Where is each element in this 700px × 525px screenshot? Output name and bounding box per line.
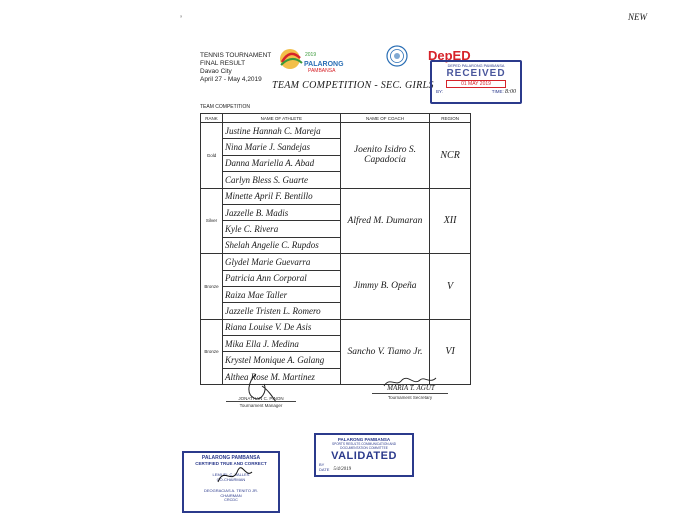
- coach-cell: Joenito Isidro S. Capadocia: [340, 123, 429, 189]
- athlete-cell: Patricia Ann Corporal: [222, 270, 340, 286]
- table-section-label: TEAM COMPETITION: [200, 104, 250, 110]
- certified-stamp-org: PALARONG PAMBANSA: [201, 455, 261, 461]
- manager-signature-line: [226, 401, 296, 402]
- athlete-cell: Carlyn Bless S. Guarte: [222, 172, 340, 188]
- athlete-cell: Shelah Angelie C. Rupdos: [222, 237, 340, 253]
- event-dates: April 27 - May 4,2019: [200, 76, 262, 83]
- athlete-cell: Jazzelle B. Madis: [222, 204, 340, 220]
- validated-date-label: DATE: [319, 467, 330, 472]
- svg-text:2019: 2019: [305, 52, 317, 58]
- corner-mark: ’: [180, 14, 182, 24]
- received-time-label: TIME:: [491, 89, 504, 94]
- table-row: [201, 123, 471, 139]
- rank-cell: Gold: [201, 123, 223, 189]
- rank-cell: Silver: [201, 188, 223, 254]
- secretary-role: Tournament Secretary: [387, 395, 433, 400]
- validated-stamp-org: PALARONG PAMBANSA: [337, 437, 391, 442]
- athlete-cell: Raiza Mae Taller: [222, 286, 340, 302]
- region-cell: XII: [430, 188, 471, 254]
- validated-stamp-label: VALIDATED: [331, 450, 397, 462]
- athlete-cell: Krystel Monique A. Galang: [222, 352, 340, 368]
- received-by-label: BY:: [436, 89, 444, 94]
- received-stamp-label: RECEIVED: [446, 68, 506, 79]
- table-row: [201, 319, 471, 335]
- certified-name-1: LEMUEL C. VALLES: [212, 472, 250, 477]
- athlete-cell: Justine Hannah C. Mareja: [222, 123, 340, 139]
- region-cell: V: [430, 254, 471, 320]
- table-row: [201, 188, 471, 204]
- certified-role-1: CO-CHAIRMAN: [216, 477, 246, 482]
- athlete-cell: Glydel Marie Guevarra: [222, 254, 340, 270]
- athlete-cell: Mika Ella J. Medina: [222, 336, 340, 352]
- table-row: [201, 254, 471, 270]
- certified-name-2: DEOGRACIAS A. TENITO JR.: [203, 488, 259, 493]
- validated-stamp-committee: SPORTS RESULTS COMMUNICATION AND DOCUMENTATION COMMITTEE: [331, 442, 397, 450]
- rank-cell: Bronze: [201, 254, 223, 320]
- header-athlete: NAME OF ATHLETE: [222, 114, 340, 123]
- handwritten-title: TEAM COMPETITION - SEC. GIRLS: [272, 80, 434, 91]
- certified-sub: CRCDC: [224, 498, 238, 502]
- region-cell: VI: [430, 319, 471, 385]
- rank-cell: Bronze: [201, 319, 223, 385]
- deped-seal-icon: [386, 45, 408, 67]
- svg-text:PAMBANSA: PAMBANSA: [308, 68, 336, 74]
- secretary-signature-line: [372, 393, 448, 394]
- athlete-cell: Danna Mariella A. Abad: [222, 155, 340, 171]
- event-city: Davao City: [200, 68, 232, 75]
- received-stamp-org: DEPED PALARONG PAMBANSA: [447, 64, 505, 68]
- palarong-pambansa-logo: [278, 46, 350, 74]
- coach-cell: Alfred M. Dumaran: [340, 188, 429, 254]
- page-mark: NEW: [628, 12, 647, 22]
- manager-name: JONATHAN C. PINON: [238, 396, 284, 401]
- athlete-cell: Nina Marie J. Sandejas: [222, 139, 340, 155]
- received-stamp: [430, 60, 522, 104]
- table-header-row: [201, 114, 471, 123]
- athlete-cell: Minette April F. Bentillo: [222, 188, 340, 204]
- secretary-name: MARIA T. AGUT: [387, 384, 435, 392]
- certified-stamp-line: CERTIFIED TRUE AND CORRECT: [195, 461, 267, 466]
- certified-signature-icon: [212, 458, 256, 488]
- validated-by-label: BY: [319, 462, 325, 467]
- header-coach: NAME OF COACH: [340, 114, 429, 123]
- header-rank: RANK: [201, 114, 223, 123]
- region-cell: NCR: [430, 123, 471, 189]
- received-time-value: 8:00: [505, 89, 516, 95]
- athlete-cell: Kyle C. Rivera: [222, 221, 340, 237]
- athlete-cell: Riana Louise V. De Asis: [222, 319, 340, 335]
- coach-cell: Jimmy B. Opeña: [340, 254, 429, 320]
- header-region: REGION: [430, 114, 471, 123]
- results-table: [200, 113, 471, 385]
- svg-text:PALARONG: PALARONG: [304, 61, 344, 68]
- validated-date-value: 5/4/2019: [333, 467, 352, 472]
- deped-logo: DepED: [428, 48, 471, 63]
- athlete-cell: Jazzelle Tristen L. Romero: [222, 303, 340, 319]
- validated-stamp: [314, 433, 414, 477]
- result-type: FINAL RESULT: [200, 60, 246, 67]
- received-stamp-date: 01 MAY 2019: [446, 80, 506, 88]
- certified-role-2: CHAIRMAN: [220, 493, 242, 498]
- athlete-cell: Althea Rose M. Martinez: [222, 368, 340, 384]
- manager-role: Tournament Manager: [239, 403, 283, 408]
- event-title: TENNIS TOURNAMENT: [200, 52, 272, 59]
- coach-cell: Sancho V. Tiamo Jr.: [340, 319, 429, 385]
